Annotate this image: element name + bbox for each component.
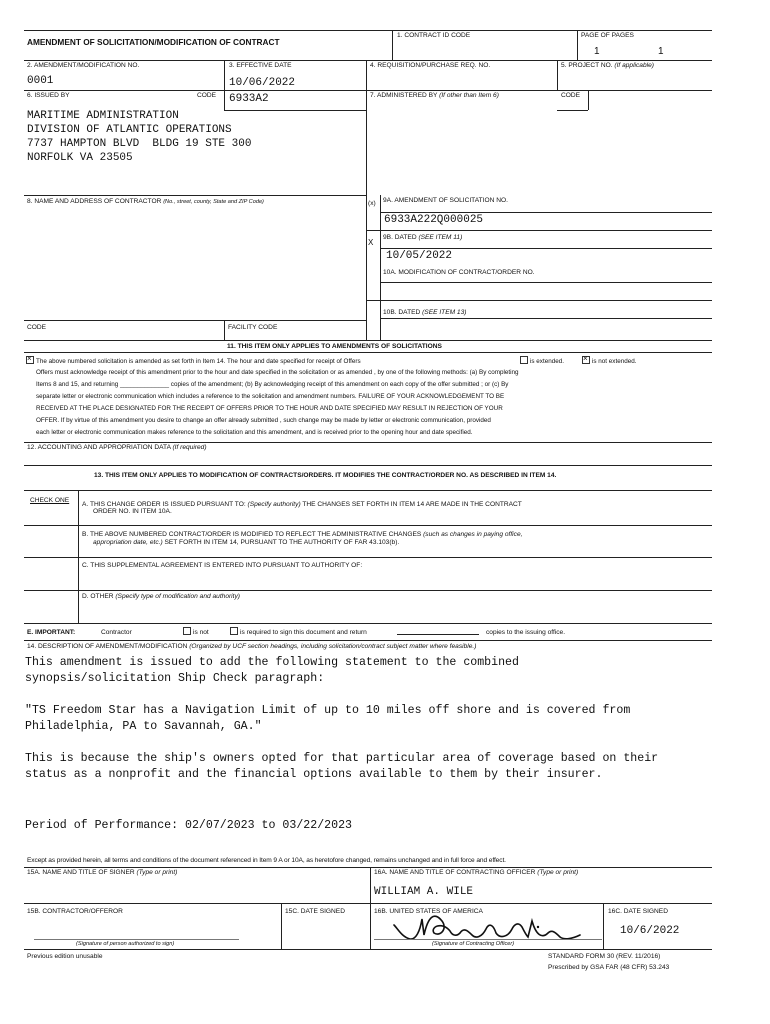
rule — [24, 590, 712, 591]
item13-header: 13. THIS ITEM ONLY APPLIES TO MODIFICATION OF CONTRACTS/ORDERS. IT MODIFIES THE CONTRACT/ORDER NO. AS DESCRIBED IN ITEM 14. — [94, 472, 557, 479]
issuer-address-line: NORFOLK VA 23505 — [27, 152, 133, 164]
rule — [24, 340, 712, 341]
option-a-line2: ORDER NO. IN ITEM 10A. — [93, 508, 172, 515]
accounting-data-label: 12. ACCOUNTING AND APPROPRIATION DATA (If required) — [27, 444, 207, 451]
description-line: synopsis/solicitation Ship Check paragraph: — [25, 672, 325, 685]
rule — [24, 640, 712, 641]
issuer-address-line: DIVISION OF ATLANTIC OPERATIONS — [27, 124, 232, 136]
officer-name-label: 16A. NAME AND TITLE OF CONTRACTING OFFICER (Type or print) — [374, 869, 579, 876]
officer-date-value: 10/6/2022 — [620, 925, 680, 937]
signer-name-label: 15A. NAME AND TITLE OF SIGNER (Type or print) — [27, 869, 178, 876]
rule — [366, 230, 712, 231]
page-number: 1 — [594, 46, 600, 57]
rule — [366, 300, 712, 301]
rule — [24, 867, 712, 868]
solicitation-no-value: 6933A222Q000025 — [384, 214, 484, 226]
item9b-mark: X — [368, 238, 374, 247]
item11-line: each letter or electronic communication makes reference to the solicitation and this amendment, and is received prior to the opening hour and date specified. — [36, 429, 473, 436]
rule — [224, 320, 225, 340]
rule — [24, 90, 712, 91]
rule — [557, 60, 558, 90]
issued-by-code-label: CODE — [197, 92, 217, 99]
is-not-checkbox[interactable] — [183, 627, 191, 635]
rule — [370, 867, 371, 949]
item11-header: 11. THIS ITEM ONLY APPLIES TO AMENDMENTS OF SOLICITATIONS — [227, 343, 442, 350]
extended-option: is extended. — [520, 356, 564, 368]
option-c-text[interactable]: C. THIS SUPPLEMENTAL AGREEMENT IS ENTERED INTO PURSUANT TO AUTHORITY OF: — [82, 562, 363, 569]
option-a-text[interactable]: A. THIS CHANGE ORDER IS ISSUED PURSUANT TO: (Specify authority) THE CHANGES SET FORTH IN ITEM 14 ARE MADE IN THE CONTRACT — [82, 501, 522, 508]
is-required-checkbox[interactable] — [230, 627, 238, 635]
rule — [24, 623, 712, 624]
contractor-date-label: 15C. DATE SIGNED — [285, 908, 345, 915]
item9a-mark: (x) — [368, 200, 376, 207]
rule — [24, 442, 712, 443]
issuer-address-line: MARITIME ADMINISTRATION — [27, 110, 179, 122]
rule — [577, 30, 578, 60]
description-line: This amendment is issued to add the following statement to the combined — [25, 656, 519, 669]
amendment-no-value: 0001 — [27, 75, 54, 87]
rule — [24, 525, 712, 526]
item9b-dated-label: 9B. DATED (SEE ITEM 11) — [383, 234, 463, 241]
description-label: 14. DESCRIPTION OF AMENDMENT/MODIFICATION (Organized by UCF section headings, including solicitation/contract subject matter where feasible.) — [27, 643, 477, 650]
standard-form-id: STANDARD FORM 30 (REV. 11/2016) — [548, 953, 661, 960]
modification-no-label: 10A. MODIFICATION OF CONTRACT/ORDER NO. — [383, 269, 535, 276]
amended-checkbox[interactable] — [26, 356, 34, 364]
officer-signature-caption: (Signature of Contracting Officer) — [432, 941, 515, 947]
previous-edition-note: Previous edition unusable — [27, 953, 103, 960]
issuer-address-line: 7737 HAMPTON BLVD BLDG 19 STE 300 — [27, 138, 252, 150]
copies-text: copies to the issuing office. — [486, 629, 566, 636]
period-of-performance: Period of Performance: 02/07/2023 to 03/22/2023 — [25, 819, 352, 832]
rule — [24, 465, 712, 466]
item11-line: OFFER. If by virtue of this amendment you desire to change an offer already submitted , such change may be made by letter or electronic communication, provided — [36, 417, 491, 424]
usa-label: 16B. UNITED STATES OF AMERICA — [374, 908, 483, 915]
extended-checkbox[interactable] — [520, 356, 528, 364]
officer-date-label: 16C. DATE SIGNED — [608, 908, 668, 915]
item10b-dated-label: 10B. DATED (SEE ITEM 13) — [383, 309, 467, 316]
option-d-text[interactable]: D. OTHER (Specify type of modification and authority) — [82, 593, 240, 600]
rule — [224, 110, 366, 111]
rule — [380, 212, 712, 213]
effective-date-label: 3. EFFECTIVE DATE — [229, 62, 292, 69]
administered-by-code-label: CODE — [561, 92, 581, 99]
rule — [24, 490, 712, 491]
important-label: E. IMPORTANT: — [27, 629, 76, 636]
facility-code-label: FACILITY CODE — [228, 324, 278, 331]
contract-id-code-label: 1. CONTRACT ID CODE — [397, 32, 471, 39]
description-line: This is because the ship's owners opted for that particular area of coverage based on their — [25, 752, 659, 765]
issued-by-code-value: 6933A2 — [229, 93, 269, 105]
project-no-label: 5. PROJECT NO. (If applicable) — [561, 62, 654, 69]
contractor-offeror-label: 15B. CONTRACTOR/OFFEROR — [27, 908, 123, 915]
effective-date-value: 10/06/2022 — [229, 77, 296, 89]
copies-blank-line — [397, 634, 479, 635]
terms-note: Except as provided herein, all terms and conditions of the document referenced in Item 9 A or 10A, as heretofore changed, remains unchanged and in full force and effect. — [27, 857, 506, 864]
rule — [380, 248, 712, 249]
contractor-signature-caption: (Signature of person authorized to sign) — [76, 941, 175, 947]
form-top-border — [24, 30, 712, 31]
item11-line: Offers must acknowledge receipt of this amendment prior to the hour and date specified in the solicitation or as amended , by one of the following methods: (a) By completing — [36, 369, 519, 376]
rule — [24, 60, 712, 61]
rule — [24, 949, 712, 950]
rule — [78, 490, 79, 623]
officer-name-value: WILLIAM A. WILE — [374, 886, 474, 898]
contractor-code-label: CODE — [27, 324, 47, 331]
prescribed-by: Prescribed by GSA FAR (48 CFR) 53.243 — [548, 964, 670, 971]
page-total: 1 — [658, 46, 664, 57]
issued-by-label: 6. ISSUED BY — [27, 92, 70, 99]
rule — [392, 30, 393, 60]
description-line: status as a nonprofit and the financial options available to them by their insurer. — [25, 768, 603, 781]
item11-line: Items 8 and 15, and returning ______________ copies of the amendment; (b) By acknowledging receipt of this amendment on each copy of the offer submitted ; or (c) By — [36, 381, 509, 388]
form-title: AMENDMENT OF SOLICITATION/MODIFICATION OF CONTRACT — [27, 37, 280, 47]
item9b-dated-value: 10/05/2022 — [386, 250, 453, 262]
contractor-name-label: 8. NAME AND ADDRESS OF CONTRACTOR (No., street, county, State and ZIP Code) — [27, 198, 264, 205]
is-not-option: is not — [183, 627, 209, 637]
item11-line: RECEIVED AT THE PLACE DESIGNATED FOR THE RECEIPT OF OFFERS PRIOR TO THE HOUR AND DATE SPECIFIED MAY RESULT IN REJECTION OF YOUR — [36, 405, 503, 412]
item11-line: separate letter or electronic communication which includes a reference to the solicitation and amendment numbers. FAILURE OF YOUR ACKNOWLEDGEMENT TO BE — [36, 393, 505, 400]
not-extended-option: × is not extended. — [582, 356, 636, 368]
description-line: "TS Freedom Star has a Navigation Limit of up to 10 miles off shore and is covered from — [25, 704, 631, 717]
rule — [380, 318, 712, 319]
check-one-label: CHECK ONE — [30, 497, 70, 504]
option-b-line2: appropriation date, etc.) SET FORTH IN ITEM 14, PURSUANT TO THE AUTHORITY OF FAR 43.103(b). — [93, 539, 400, 546]
requisition-label: 4. REQUISITION/PURCHASE REQ. NO. — [370, 62, 491, 69]
rule — [24, 195, 366, 196]
rule — [380, 282, 712, 283]
not-extended-checkbox[interactable] — [582, 356, 590, 364]
important-contractor: Contractor — [101, 629, 132, 636]
option-b-text[interactable]: B. THE ABOVE NUMBERED CONTRACT/ORDER IS MODIFIED TO REFLECT THE ADMINISTRATIVE CHANGES (such as changes in paying office, — [82, 531, 523, 538]
administered-by-label: 7. ADMINISTERED BY (If other than Item 6) — [370, 92, 499, 99]
rule — [603, 903, 604, 949]
rule — [24, 352, 712, 353]
rule — [366, 60, 367, 340]
rule — [557, 110, 588, 111]
amendment-no-label: 2. AMENDMENT/MODIFICATION NO. — [27, 62, 140, 69]
rule — [224, 60, 225, 110]
rule — [588, 90, 589, 110]
item11-lead: ×The above numbered solicitation is amended as set forth in Item 14. The hour and date specified for receipt of Offers — [26, 356, 361, 368]
description-line: Philadelphia, PA to Savannah, GA." — [25, 720, 262, 733]
rule — [24, 320, 366, 321]
solicitation-no-label: 9A. AMENDMENT OF SOLICITATION NO. — [383, 197, 508, 204]
rule — [281, 903, 282, 949]
rule — [24, 557, 712, 558]
is-required-option: is required to sign this document and return — [230, 627, 367, 637]
rule — [24, 903, 712, 904]
page-of-pages-label: PAGE OF PAGES — [581, 32, 634, 39]
